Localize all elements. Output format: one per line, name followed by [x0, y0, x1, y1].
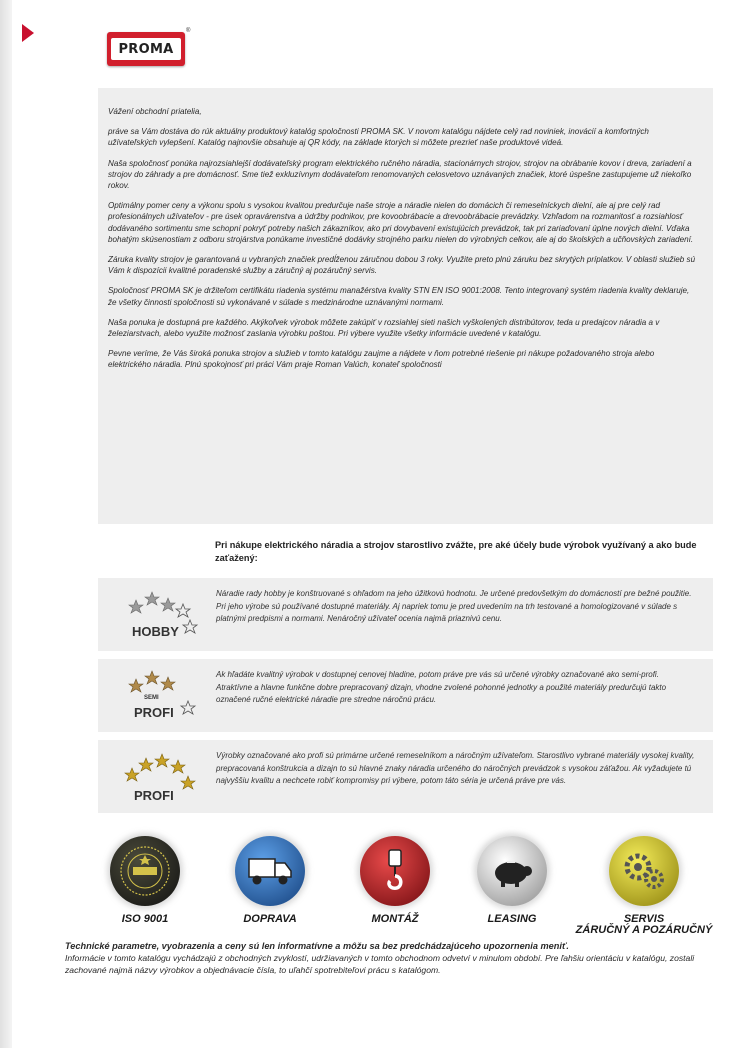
services-row: [98, 830, 713, 938]
profi-badge-text: PROFI: [134, 788, 174, 803]
profi-badge-icon: [108, 746, 208, 806]
welcome-letter: [98, 88, 713, 524]
semi-profi-description: Ak hľadáte kvalitný výrobok v dostupnej cenovej hladine, potom práve pre vás sú určené výrobky označované ako semi-profi. Atraktívne a hlavne funkčne dobre prepracovaný dizajn, vhodne zvolené pohonné jednotky a použité materiály predurčujú takto označené ručné elektrické náradie pre stredne náročnú prácu.: [216, 670, 667, 705]
logo-text: PROMA: [111, 38, 181, 60]
service-servis: [574, 830, 714, 936]
usage-level-semi-profi: [98, 659, 713, 732]
letter-paragraph: práve sa Vám dostáva do rúk aktuálny produktový katalóg spoločnosti PROMA SK. V novom katalógu nájdete celý rad noviniek, inovácií a komfortných užívateľských vylepšení. Katalóg najnovšie obsahuje aj QR kódy, na základe ktorých si môžete prezrieť naše produktové videá.: [108, 127, 649, 148]
proma-logo: [107, 32, 185, 66]
letter-paragraph: Spoločnosť PROMA SK je držiteľom certifikátu riadenia systému manažérstva kvality STN EN ISO 9001:2008. Tento integrovaný systém riadenia kvality deklaruje, že všetky činnosti spoločnosti sú vykonávané v súlade s medzinárodne uznávanými normami.: [108, 286, 690, 307]
usage-intro: Pri nákupe elektrického náradia a strojov starostlivo zvážte, pre aké účely bude výrobok využívaný a ako bude zaťažený:: [215, 540, 697, 563]
hobby-badge-icon: [108, 584, 208, 644]
hobby-badge-text: HOBBY: [132, 624, 179, 639]
semi-badge-text: SEMI: [144, 695, 159, 701]
usage-level-hobby: [98, 578, 713, 651]
letter-paragraph: Vážení obchodní priatelia,: [108, 107, 202, 116]
service-iso: [83, 830, 207, 925]
service-label: ISO 9001: [121, 913, 169, 925]
service-label: MONTÁŽ: [371, 913, 419, 925]
disclaimer-bold: Technické parametre, vyobrazenia a ceny sú len informatívne a môžu sa bez predchádzajúceho upozornenia meniť.: [65, 941, 569, 951]
gears-icon: [609, 836, 679, 906]
service-label: LEASING: [487, 913, 537, 925]
left-edge-bar: [0, 0, 12, 1048]
truck-icon: [235, 836, 305, 906]
service-montaz: [333, 830, 457, 925]
footer-disclaimer: [65, 940, 705, 976]
profi-description: Výrobky označované ako profi sú primárne určené remeselníkom a náročným užívateľom. Starostlivo vybrané materiály vysokej kvality, prepracovaná konštrukcia a dizajn to sú hlavné znaky náradia určeného do náročných prevádzok s vysokou záťažou. Ak vyžadujete tú najvyššiu kvalitu a nechcete robiť kompromisy pri výbere, potom táto séria je určená práve pre vás.: [216, 751, 695, 786]
letter-paragraph: Optimálny pomer ceny a výkonu spolu s vysokou kvalitou predurčuje naše stroje a náradie nielen do domácich či remeselníckych dielní, ale aj pre celý rad profesionálnych užívateľov - pre úsek opravárenstva a údržby podnikov, pre kovoobrábacie a drevoobrábacie prevádzky. Vzhľadom na rozmanitosť a rozsiahlosť dodávaného sortimentu sme schopní pokryť potreby našich zákazníkov, ako pri dovybavení existujúcich prevádzok, tak pri zariaďovaní úplne nových dielní. Vďaka bohatým skúsenostiam z odboru strojárstva ponúkame investičné dodávky strojného parku nielen do výrobných celkov, ale aj do školských a učňovských zariadení.: [108, 201, 694, 244]
usage-level-profi: [98, 740, 713, 813]
semi-profi-badge-text: PROFI: [134, 705, 174, 720]
iso-seal-icon: [110, 836, 180, 906]
service-label: DOPRAVA: [243, 913, 297, 925]
service-doprava: [208, 830, 332, 925]
registered-mark: ®: [186, 28, 191, 34]
letter-paragraph: Naša spoločnosť ponúka najrozsiahlejší dodávateľský program elektrického ručného náradia, stacionárnych strojov, strojov na obrábanie kovov i dreva, zariadení a strojov do záhrady a pre domácnosť. Sme tiež exkluzívnym dodávateľom renomovaných celosvetovo uznávaných značiek, ktoré úspešne zastupujeme už niekoľko rokov.: [108, 158, 692, 191]
hobby-description: Náradie rady hobby je konštruované s ohľadom na jeho úžitkovú hodnotu. Je určené predovšetkým do domácností pre bežné použitie. Pri jeho výrobe sú používané dostupné materiály. Aj napriek tomu je pred uvedením na trh testované a homologizované v súlade s platnými predpismi a normami. Nenáročný užívateľ ocenia najmä priaznivú cenu.: [216, 589, 692, 624]
service-label: SERVIS ZÁRUČNÝ A POZÁRUČNÝ: [575, 913, 713, 936]
piggy-bank-icon: [477, 836, 547, 906]
letter-paragraph: Naša ponuka je dostupná pre každého. Akýkoľvek výrobok môžete zakúpiť v rozsiahlej sieti našich vyškolených distribútorov, teda u predajcov náradia a v železiarstvach, alebo využite možnosť zaslania výrobku poštou. Pri výbere využite všetky informácie uvedené v katalógu.: [108, 317, 660, 339]
corner-arrow-icon: [22, 24, 34, 42]
letter-paragraph: Pevne veríme, že Vás široká ponuka strojov a služieb v tomto katalógu zaujme a nájdete v ňom potrebné riešenie pri nákupe požadovaného stroja alebo elektrického náradia. Plnú spokojnosť pri práci Vám praje Roman Valúch, konateľ spoločnosti: [108, 349, 655, 370]
disclaimer-text: Informácie v tomto katalógu vychádzajú z obchodných zvyklostí, udržiavaných v tomto obchodnom odvetví v minulom období. Pre ľahšiu orientáciu v katalógu, zostali zachované najmä názvy výrobkov a objednávacie čísla, to uľahčí spotrebiteľovi prácu s katalógom.: [65, 953, 695, 975]
letter-paragraph: Záruka kvality strojov je garantovaná u vybraných značiek predĺženou záručnou dobou 3 roky. Využite preto plnú záruku bez skrytých príplatkov. V oblasti služieb sú Vám k dispozícii kvalitné poradenské služby a záručný aj pozáručný servis.: [108, 255, 696, 276]
crane-hook-icon: [360, 836, 430, 906]
semi-profi-badge-icon: [108, 665, 208, 725]
service-leasing: [450, 830, 574, 925]
